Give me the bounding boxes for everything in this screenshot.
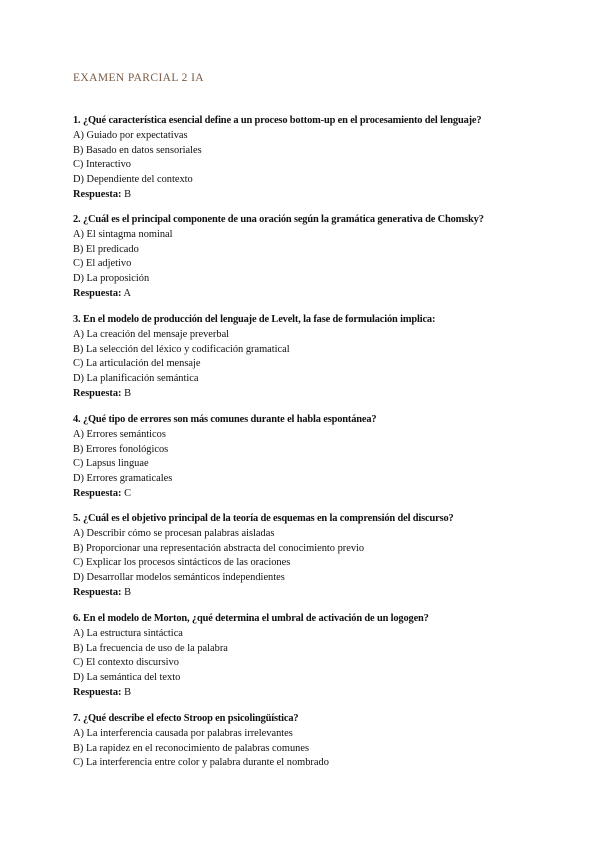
question-2-text: 2. ¿Cuál es el principal componente de una oración según la gramática generativa de Chomsky?	[73, 214, 484, 225]
question-6-option-a: A) La estructura sintáctica	[73, 627, 183, 639]
question-1-option-a: A) Guiado por expectativas	[73, 129, 188, 141]
question-2-option-a: A) El sintagma nominal	[73, 228, 173, 240]
question-1	[73, 114, 543, 203]
question-5-option-d: D) Desarrollar modelos semánticos independientes	[73, 572, 285, 584]
question-7-option-c: C) La interferencia entre color y palabra durante el nombrado	[73, 757, 329, 769]
answer-label: Respuesta:	[73, 287, 122, 299]
question-1-answer	[73, 188, 543, 203]
answer-label: Respuesta:	[73, 487, 122, 499]
answer-label: Respuesta:	[73, 686, 122, 698]
question-5-option-a: A) Describir cómo se procesan palabras aisladas	[73, 527, 275, 539]
exam-title: EXAMEN PARCIAL 2 IA	[73, 72, 205, 84]
answer-value: C	[124, 487, 132, 499]
question-3	[73, 313, 543, 402]
question-3-text: 3. En el modelo de producción del lenguaje de Levelt, la fase de formulación implica:	[73, 314, 436, 325]
question-5-text: 5. ¿Cuál es el objetivo principal de la teoría de esquemas en la comprensión del discurso?	[73, 513, 454, 524]
question-7-option-a: A) La interferencia causada por palabras irrelevantes	[73, 727, 293, 739]
question-5-option-c: C) Explicar los procesos sintácticos de las oraciones	[73, 557, 291, 569]
question-3-option-d: D) La planificación semántica	[73, 373, 199, 385]
question-6-option-c: C) El contexto discursivo	[73, 657, 179, 669]
question-3-option-c: C) La articulación del mensaje	[73, 358, 201, 370]
question-4	[73, 413, 543, 502]
question-4-option-a: A) Errores semánticos	[73, 428, 166, 440]
question-5-option-b: B) Proporcionar una representación abstracta del conocimiento previo	[73, 542, 365, 554]
question-1-text: 1. ¿Qué característica esencial define a un proceso bottom-up en el procesamiento del lenguaje?	[73, 115, 482, 126]
question-7	[73, 712, 543, 771]
question-2-answer	[73, 287, 543, 302]
answer-value: B	[124, 686, 132, 698]
question-4-text: 4. ¿Qué tipo de errores son más comunes durante el habla espontánea?	[73, 414, 377, 425]
question-4-option-d: D) Errores gramaticales	[73, 473, 173, 485]
question-3-option-a: A) La creación del mensaje preverbal	[73, 328, 230, 340]
question-6	[73, 612, 543, 701]
answer-value: B	[124, 188, 132, 200]
question-5	[73, 512, 543, 601]
question-7-text: 7. ¿Qué describe el efecto Stroop en psicolingüística?	[73, 713, 299, 724]
answer-value: A	[123, 287, 132, 299]
question-7-option-b: B) La rapidez en el reconocimiento de palabras comunes	[73, 742, 309, 754]
question-6-text: 6. En el modelo de Morton, ¿qué determina el umbral de activación de un logogen?	[73, 613, 429, 624]
question-6-option-d: D) La semántica del texto	[73, 672, 181, 684]
question-6-answer	[73, 686, 543, 701]
question-4-option-b: B) Errores fonológicos	[73, 443, 169, 455]
question-1-option-c: C) Interactivo	[73, 159, 131, 171]
question-6-option-b: B) La frecuencia de uso de la palabra	[73, 642, 228, 654]
question-1-option-b: B) Basado en datos sensoriales	[73, 144, 202, 156]
question-2-option-d: D) La proposición	[73, 273, 150, 285]
answer-label: Respuesta:	[73, 387, 122, 399]
question-1-option-d: D) Dependiente del contexto	[73, 174, 193, 186]
answer-label: Respuesta:	[73, 586, 122, 598]
answer-value: B	[124, 387, 132, 399]
question-2-option-c: C) El adjetivo	[73, 258, 132, 270]
question-5-answer	[73, 586, 543, 601]
question-2	[73, 213, 543, 302]
question-3-option-b: B) La selección del léxico y codificación gramatical	[73, 343, 290, 355]
question-3-answer	[73, 387, 543, 402]
question-2-option-b: B) El predicado	[73, 243, 139, 255]
question-4-answer	[73, 487, 543, 502]
question-4-option-c: C) Lapsus linguae	[73, 458, 149, 470]
answer-value: B	[124, 586, 132, 598]
answer-label: Respuesta:	[73, 188, 122, 200]
